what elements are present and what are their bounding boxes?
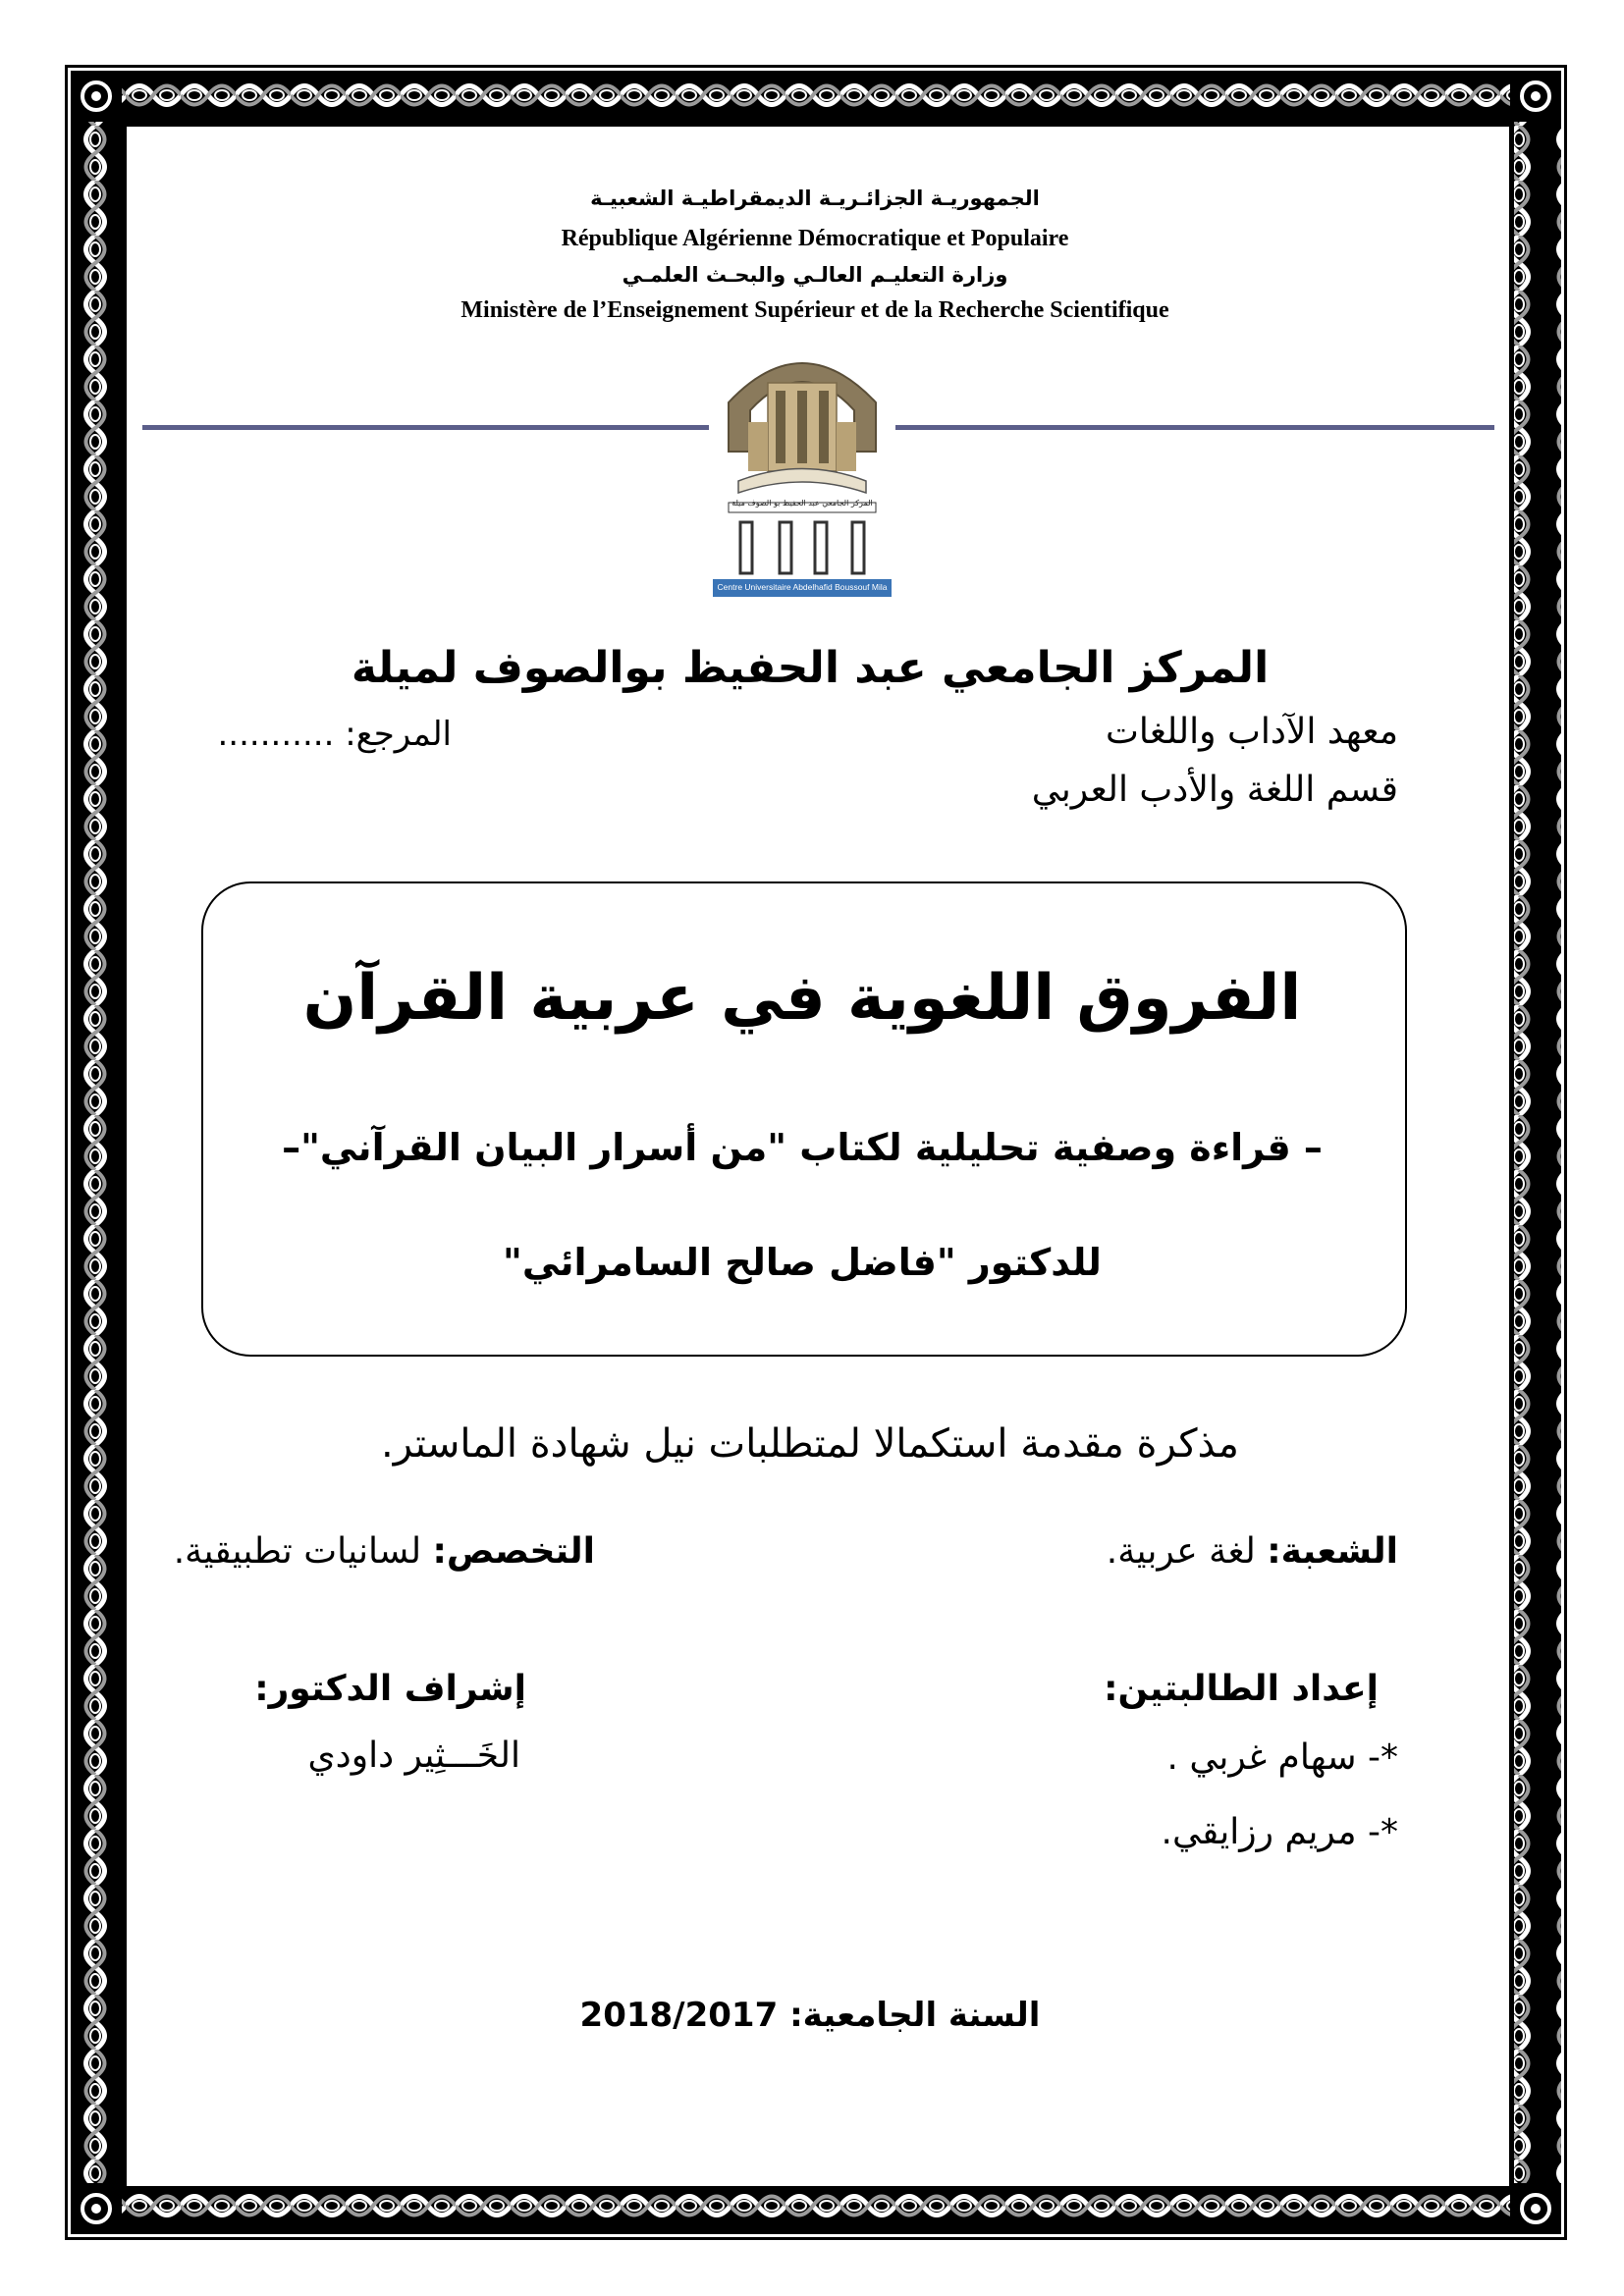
supervisor-label: إشراف الدكتور:	[254, 1669, 526, 1709]
logo-banner-text: المركز الجامعي عبد الحفيظ بو الصوف ميلة	[731, 499, 873, 507]
book-author-line: للدكتور "فاضل صالح السامرائي"	[503, 1241, 1102, 1284]
title-box	[201, 881, 1407, 1357]
institute-name: معهد الآداب واللغات	[1106, 712, 1398, 752]
thesis-title: الفروق اللغوية في عربية القرآن	[302, 962, 1302, 1035]
reference-field	[177, 715, 452, 754]
republic-name-french: République Algérienne Démocratique et Populaire	[561, 226, 1069, 251]
thesis-subtitle: – قراءة وصفية تحليلية لكتاب "من أسرار البيان القرآني"–	[282, 1126, 1323, 1169]
ministry-name-arabic: وزارة التعليـم العالـي والبحـث العلمـي	[622, 263, 1008, 287]
reference-value: ...........	[217, 715, 335, 754]
specialty-value: لسانيات تطبيقية.	[173, 1531, 422, 1572]
logo-caption: Centre Universitaire Abdelhafid Boussouf Mila	[717, 582, 888, 592]
university-building-icon	[709, 334, 895, 602]
reference-label: المرجع:	[345, 715, 452, 754]
specialty-label: التخصص:	[432, 1531, 595, 1572]
ministry-name-french: Ministère de l’Enseignement Supérieur et de la Recherche Scientifique	[460, 297, 1169, 323]
university-name: المركز الجامعي عبد الحفيظ بوالصوف لميلة	[351, 643, 1270, 693]
corner-ornament-top-left	[71, 71, 122, 122]
corner-ornament-bottom-left	[71, 2183, 122, 2234]
student-name-2: *- مريم رزايقي.	[1161, 1812, 1398, 1852]
academic-year: السنة الجامعية: 2018/2017	[579, 1996, 1041, 2035]
students-label: إعداد الطالبتين:	[1104, 1669, 1379, 1709]
specialty-field	[174, 1531, 595, 1572]
corner-ornament-top-right	[1510, 71, 1561, 122]
republic-name-arabic: الجمهوريـة الجزائـريـة الديمقراطيـة الشعبيـة	[590, 187, 1040, 210]
branch-field	[1107, 1531, 1398, 1572]
university-logo	[709, 334, 895, 602]
branch-value: لغة عربية.	[1106, 1531, 1256, 1572]
memo-statement: مذكرة مقدمة استكمالا لمتطلبات نيل شهادة الماستر.	[381, 1421, 1239, 1467]
student-name-1: *- سهام غربي .	[1166, 1737, 1398, 1778]
department-name: قسم اللغة والأدب العربي	[1031, 770, 1398, 810]
supervisor-name: الخَـــثِير داودي	[307, 1735, 520, 1776]
corner-ornament-bottom-right	[1510, 2183, 1561, 2234]
branch-label: الشعبة:	[1267, 1531, 1398, 1572]
